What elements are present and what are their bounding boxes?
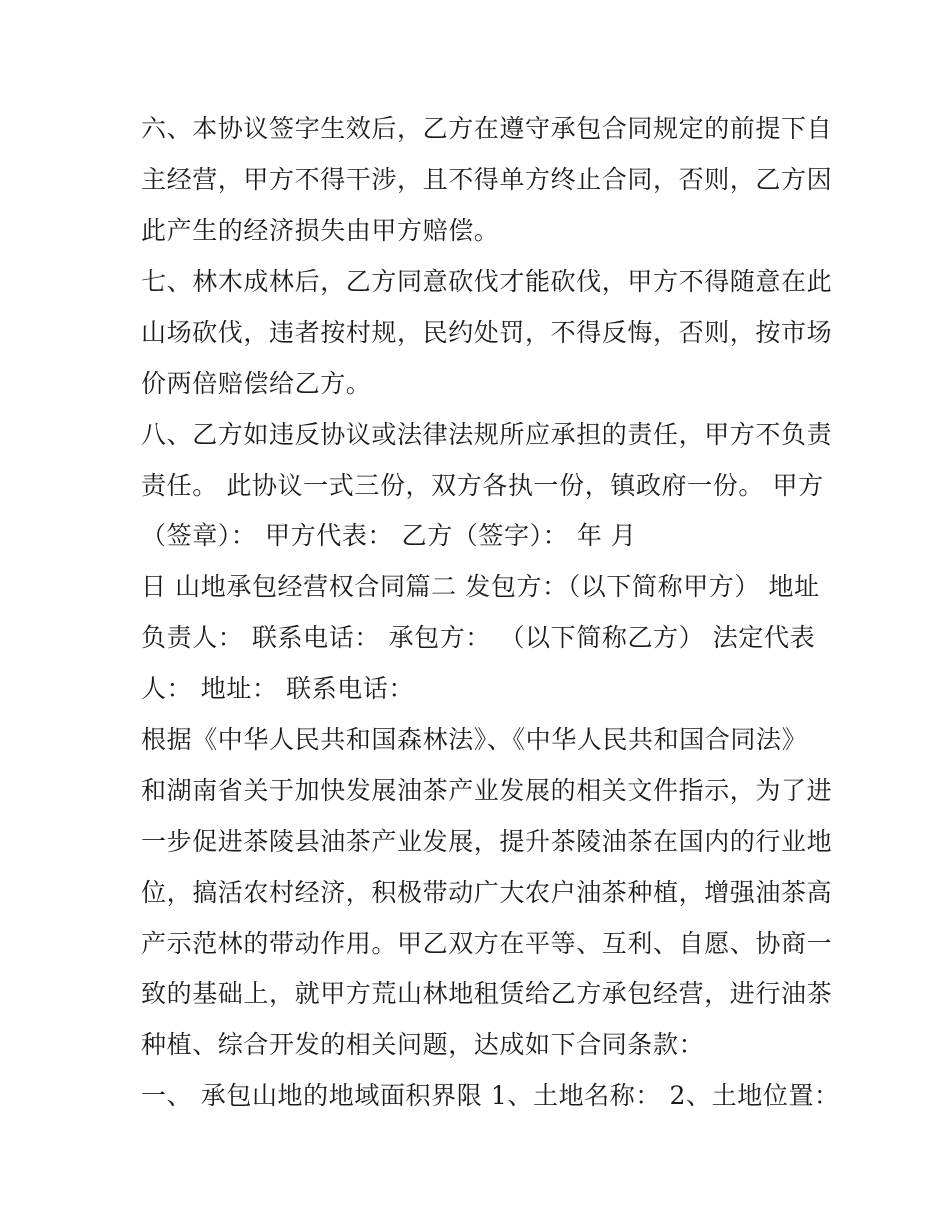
text-line-11: 负责人： 联系电话： 承包方： （以下简称乙方） 法定代表 (141, 623, 816, 652)
text-line-1: 六、本协议签字生效后，乙方在遵守承包合同规定的前提下自 (141, 114, 833, 143)
text-line-3: 此产生的经济损失由甲方赔偿。 (141, 216, 500, 245)
text-line-6: 价两倍赔偿给乙方。 (141, 369, 372, 398)
text-line-19: 种植、综合开发的相关问题，达成如下合同条款： (141, 1030, 705, 1059)
text-line-14: 和湖南省关于加快发展油茶产业发展的相关文件指示，为了进 (141, 776, 833, 805)
text-line-4: 七、林木成林后，乙方同意砍伐才能砍伐，甲方不得随意在此 (141, 267, 833, 296)
text-line-8: 责任。 此协议一式三份，双方各执一份，镇政府一份。 甲方 (141, 471, 824, 500)
text-line-17: 产示范林的带动作用。甲乙双方在平等、互利、自愿、协商一 (141, 929, 833, 958)
text-line-20: 一、 承包山地的地域面积界限 1、土地名称： 2、土地位置： (141, 1081, 840, 1110)
text-line-16: 位，搞活农村经济，积极带动广大农户油茶种植，增强油茶高 (141, 878, 833, 907)
text-line-7: 八、乙方如违反协议或法律法规所应承担的责任，甲方不负责 (141, 420, 833, 449)
text-line-15: 一步促进茶陵县油茶产业发展，提升茶陵油茶在国内的行业地 (141, 827, 833, 856)
text-line-13: 根据《中华人民共和国森林法》、《中华人民共和国合同法》 (141, 725, 808, 754)
text-line-2: 主经营，甲方不得干涉，且不得单方终止合同，否则，乙方因 (141, 165, 833, 194)
text-line-5: 山场砍伐，违者按村规，民约处罚，不得反悔，否则，按市场 (141, 318, 833, 347)
text-line-9: （签章）： 甲方代表： 乙方（签字）： 年 月 (141, 521, 637, 550)
text-line-12: 人： 地址： 联系电话： (141, 674, 415, 703)
text-line-18: 致的基础上，就甲方荒山林地租赁给乙方承包经营，进行油茶 (141, 979, 833, 1008)
text-line-10: 日 山地承包经营权合同篇二 发包方：（以下简称甲方） 地址 (141, 572, 820, 601)
